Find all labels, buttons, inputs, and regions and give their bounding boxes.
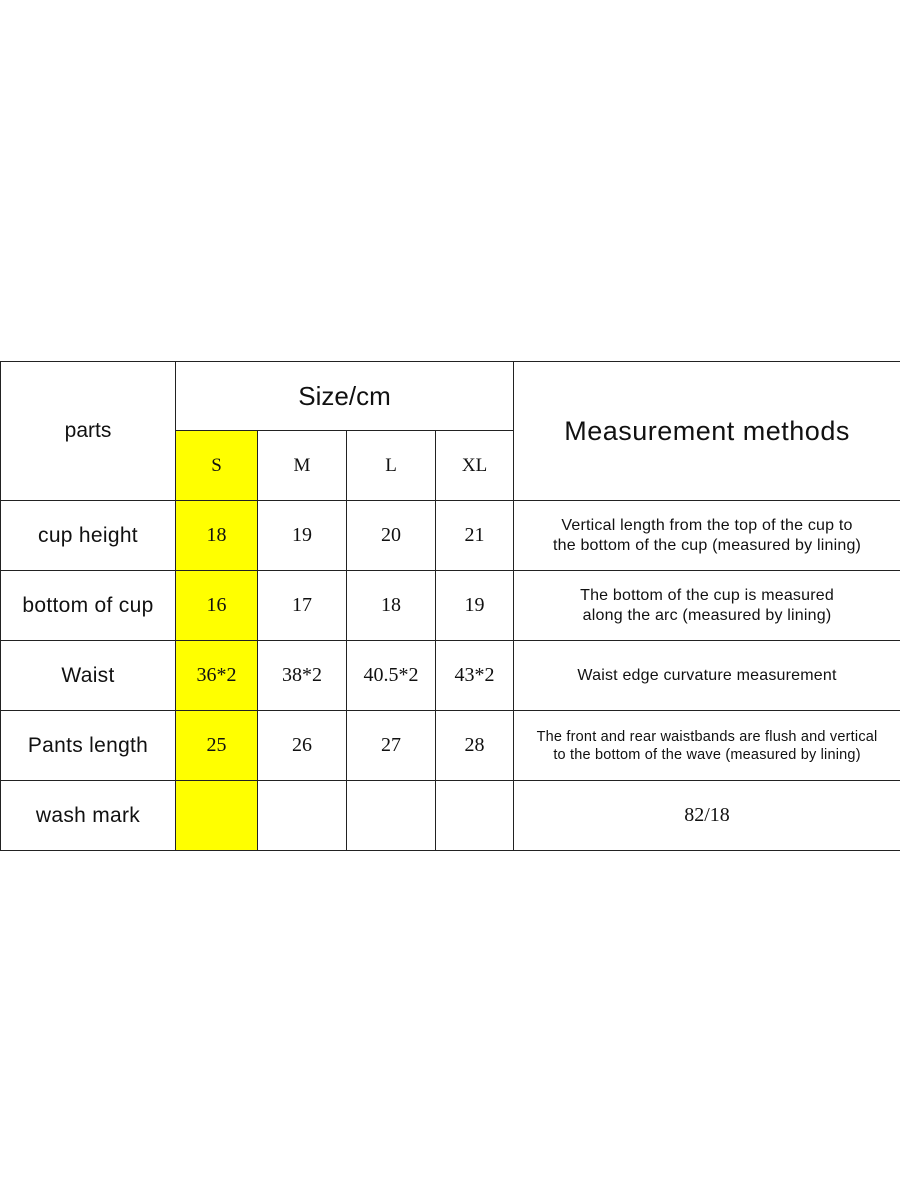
row-label-pants-length: Pants length [1, 711, 176, 781]
value-cell [176, 781, 258, 851]
value-cell: 28 [436, 711, 514, 781]
method-cell [514, 571, 900, 641]
table-row [1, 781, 900, 851]
method-cell [514, 501, 900, 571]
table-row [1, 571, 900, 641]
value-cell [347, 781, 436, 851]
value-cell: 38*2 [258, 641, 347, 711]
row-label-cup-height: cup height [1, 501, 176, 571]
value-cell: 40.5*2 [347, 641, 436, 711]
size-chart-table [0, 361, 900, 851]
value-cell: 19 [258, 501, 347, 571]
row-label-bottom-of-cup: bottom of cup [1, 571, 176, 641]
header-row [1, 362, 900, 431]
value-cell: 36*2 [176, 641, 258, 711]
value-cell: 25 [176, 711, 258, 781]
table-row [1, 711, 900, 781]
method-line: Waist edge curvature measurement [577, 666, 837, 684]
value-cell: 18 [176, 501, 258, 571]
method-line: along the arc (measured by lining) [582, 606, 832, 624]
size-label-m: M [258, 431, 347, 501]
value-cell [258, 781, 347, 851]
value-cell: 21 [436, 501, 514, 571]
measurement-methods-header: Measurement methods [514, 362, 900, 501]
method-line: The front and rear waistbands are flush and vertical [536, 728, 878, 745]
value-cell: 16 [176, 571, 258, 641]
value-cell: 20 [347, 501, 436, 571]
size-header: Size/cm [176, 362, 514, 431]
value-cell: 43*2 [436, 641, 514, 711]
value-cell: 17 [258, 571, 347, 641]
value-cell [436, 781, 514, 851]
method-cell [514, 711, 900, 781]
value-cell: 27 [347, 711, 436, 781]
row-label-waist: Waist [1, 641, 176, 711]
table-row [1, 501, 900, 571]
value-cell: 18 [347, 571, 436, 641]
method-line: Vertical length from the top of the cup to [561, 516, 853, 534]
method-line: 82/18 [684, 804, 730, 826]
method-cell [514, 641, 900, 711]
size-label-xl: XL [436, 431, 514, 501]
method-line: The bottom of the cup is measured [580, 586, 834, 604]
value-cell: 26 [258, 711, 347, 781]
size-label-s: S [176, 431, 258, 501]
row-label-wash-mark: wash mark [1, 781, 176, 851]
method-cell [514, 781, 900, 851]
method-line: to the bottom of the wave (measured by lining) [553, 746, 861, 763]
method-line: the bottom of the cup (measured by lining) [552, 536, 862, 554]
value-cell: 19 [436, 571, 514, 641]
parts-header: parts [1, 362, 176, 501]
size-label-l: L [347, 431, 436, 501]
table-row [1, 641, 900, 711]
